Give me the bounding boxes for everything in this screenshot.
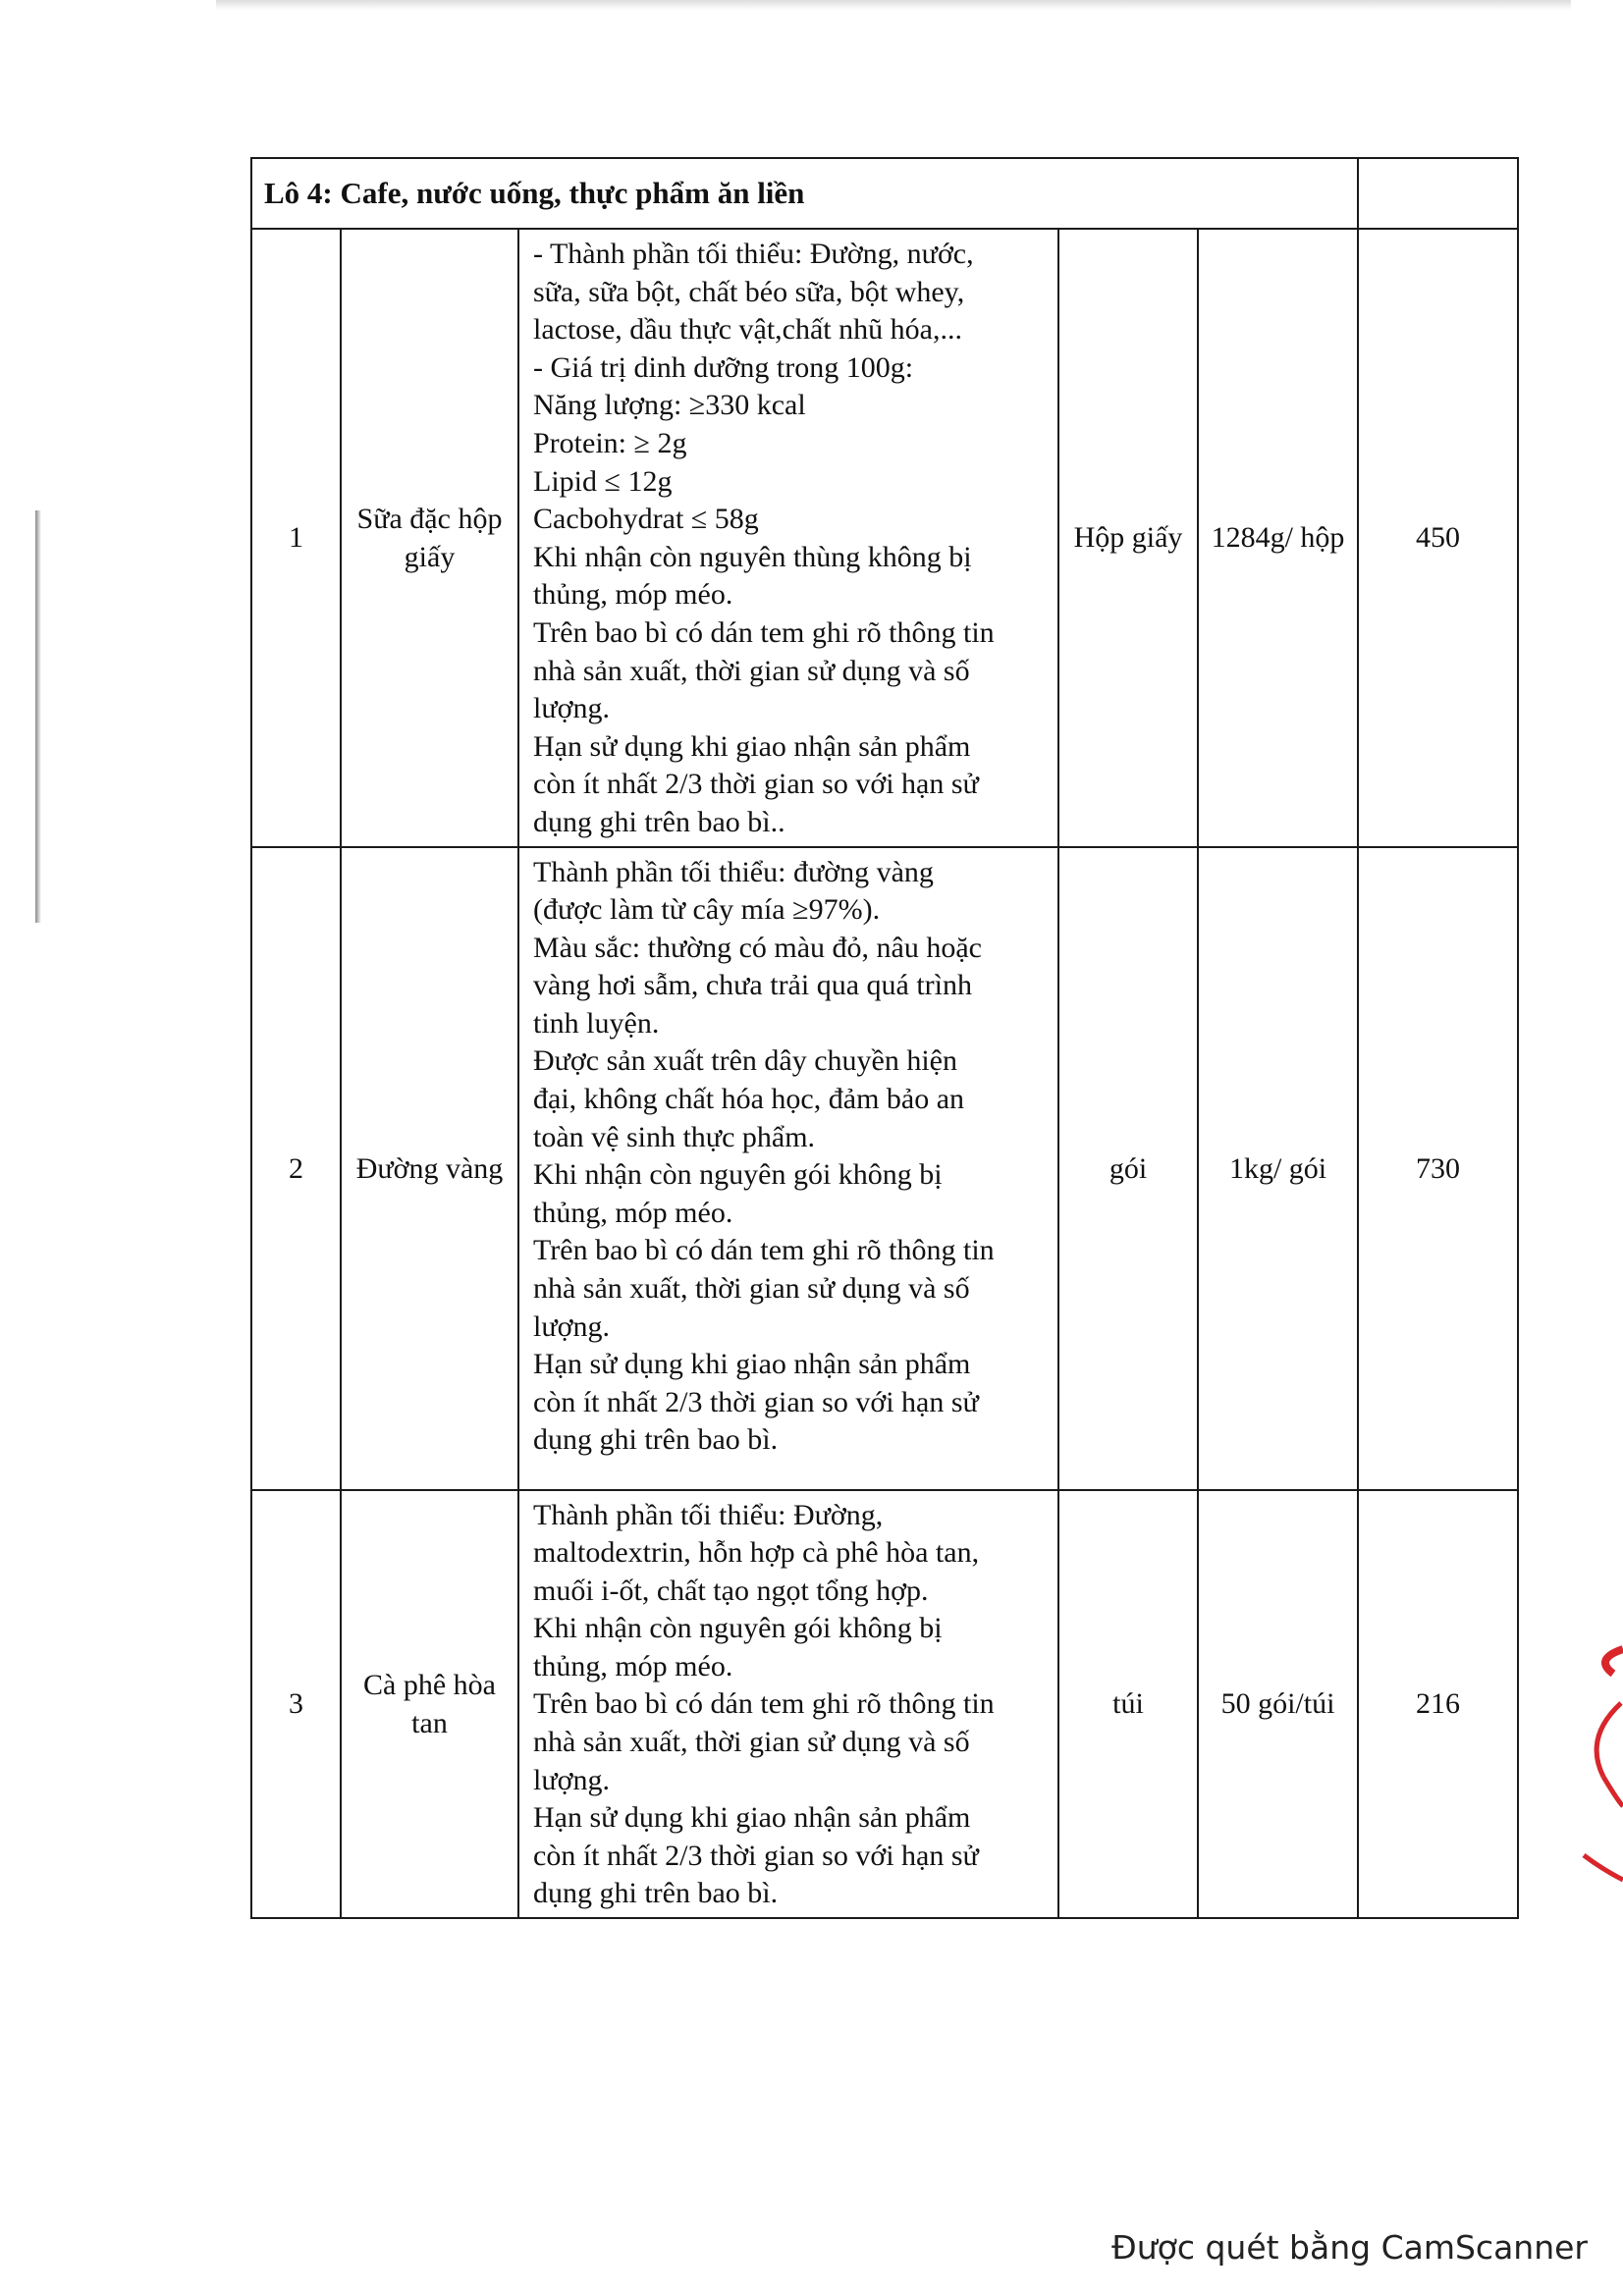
description-line: lượng.: [533, 1763, 610, 1796]
description-line: còn ít nhất 2/3 thời gian so với hạn sử: [533, 1385, 979, 1418]
description-line: - Thành phần tối thiểu: Đường, nước,: [533, 238, 974, 270]
description-line: Trên bao bì có dán tem ghi rõ thông tin: [533, 1687, 995, 1721]
description-line: lượng.: [533, 1309, 610, 1343]
scan-top-shadow: [216, 0, 1571, 10]
description-line: thủng, móp méo.: [533, 1196, 733, 1229]
stamp-stroke: [1596, 1703, 1621, 1777]
description-line: sữa, sữa bột, chất béo sữa, bột whey,: [533, 275, 965, 308]
description-line: muối i-ốt, chất tạo ngọt tổng hợp.: [533, 1574, 929, 1607]
table-row: [251, 847, 1518, 1490]
description-line: Khi nhận còn nguyên gói không bị: [533, 1158, 943, 1192]
description-line: Protein: ≥ 2g: [533, 426, 687, 459]
description-line: đại, không chất hóa học, đảm bảo an: [533, 1083, 965, 1116]
description-line: Trên bao bì có dán tem ghi rõ thông tin: [533, 615, 995, 649]
description-line: còn ít nhất 2/3 thời gian so với hạn sử: [533, 1839, 979, 1872]
item-packaging: 50 gói/túi: [1198, 1490, 1358, 1919]
description-line: Hạn sử dụng khi giao nhận sản phẩm: [533, 1348, 971, 1381]
description-line: toàn vệ sinh thực phẩm.: [533, 1120, 816, 1153]
description-line: maltodextrin, hỗn hợp cà phê hòa tan,: [533, 1536, 980, 1570]
table-row: [251, 1490, 1518, 1919]
description-line: nhà sản xuất, thời gian sử dụng và số: [533, 1726, 970, 1759]
item-quantity: 730: [1358, 847, 1518, 1490]
description-line: Khi nhận còn nguyên thùng không bị: [533, 540, 972, 573]
stamp-stroke: [1605, 1649, 1623, 1674]
item-name: Sữa đặc hộp giấy: [341, 229, 518, 847]
item-number: 2: [251, 847, 341, 1490]
description-line: Thành phần tối thiểu: đường vàng: [533, 855, 934, 888]
item-number: 3: [251, 1490, 341, 1919]
camscanner-watermark: Được quét bằng CamScanner: [1111, 2228, 1588, 2267]
description-line: Năng lượng: ≥330 kcal: [533, 389, 806, 422]
item-description: [518, 229, 1058, 847]
description-line: lactose, dầu thực vật,chất nhũ hóa,...: [533, 313, 962, 347]
item-unit: gói: [1058, 847, 1198, 1490]
description-line: Lipid ≤ 12g: [533, 464, 673, 498]
table-row: [251, 229, 1518, 847]
stamp-stroke: [1584, 1855, 1623, 1880]
lot-header-empty-cell: [1358, 158, 1518, 229]
item-unit: Hộp giấy: [1058, 229, 1198, 847]
description-line: Hạn sử dụng khi giao nhận sản phẩm: [533, 729, 971, 763]
item-packaging: 1284g/ hộp: [1198, 229, 1358, 847]
red-stamp-fragment: [1564, 1629, 1623, 1885]
description-line: Trên bao bì có dán tem ghi rõ thông tin: [533, 1234, 995, 1267]
item-description: [518, 847, 1058, 1490]
description-line: Hạn sử dụng khi giao nhận sản phẩm: [533, 1801, 971, 1835]
item-quantity: 216: [1358, 1490, 1518, 1919]
item-name: Đường vàng: [341, 847, 518, 1490]
description-line: thủng, móp méo.: [533, 578, 733, 612]
description-line: (được làm từ cây mía ≥97%).: [533, 893, 881, 927]
description-line: dụng ghi trên bao bì..: [533, 805, 785, 838]
description-line: vàng hơi sẫm, chưa trải qua quá trình: [533, 969, 972, 1002]
description-line: nhà sản xuất, thời gian sử dụng và số: [533, 654, 970, 687]
description-line: nhà sản xuất, thời gian sử dụng và số: [533, 1272, 970, 1306]
description-line: Cacbohydrat ≤ 58g: [533, 503, 759, 536]
scan-left-edge-shadow: [35, 510, 41, 923]
item-unit: túi: [1058, 1490, 1198, 1919]
description-line: dụng ghi trên bao bì.: [533, 1423, 779, 1457]
stamp-stroke: [1603, 1777, 1623, 1806]
description-line: - Giá trị dinh dưỡng trong 100g:: [533, 350, 914, 384]
description-line: tinh luyện.: [533, 1006, 660, 1040]
item-quantity: 450: [1358, 229, 1518, 847]
description-line: Màu sắc: thường có màu đỏ, nâu hoặc: [533, 931, 983, 964]
item-description: [518, 1490, 1058, 1919]
product-spec-table: [250, 157, 1519, 1919]
item-name: Cà phê hòa tan: [341, 1490, 518, 1919]
item-number: 1: [251, 229, 341, 847]
description-line: Thành phần tối thiểu: Đường,: [533, 1498, 884, 1531]
description-line: còn ít nhất 2/3 thời gian so với hạn sử: [533, 768, 979, 801]
lot-header-row: [251, 158, 1518, 229]
item-packaging: 1kg/ gói: [1198, 847, 1358, 1490]
description-line: dụng ghi trên bao bì.: [533, 1877, 779, 1910]
description-line: lượng.: [533, 692, 610, 725]
lot-title: Lô 4: Cafe, nước uống, thực phẩm ăn liền: [251, 158, 1358, 229]
description-line: thủng, móp méo.: [533, 1649, 733, 1682]
description-line: Khi nhận còn nguyên gói không bị: [533, 1612, 943, 1645]
description-line: Được sản xuất trên dây chuyền hiện: [533, 1044, 957, 1078]
